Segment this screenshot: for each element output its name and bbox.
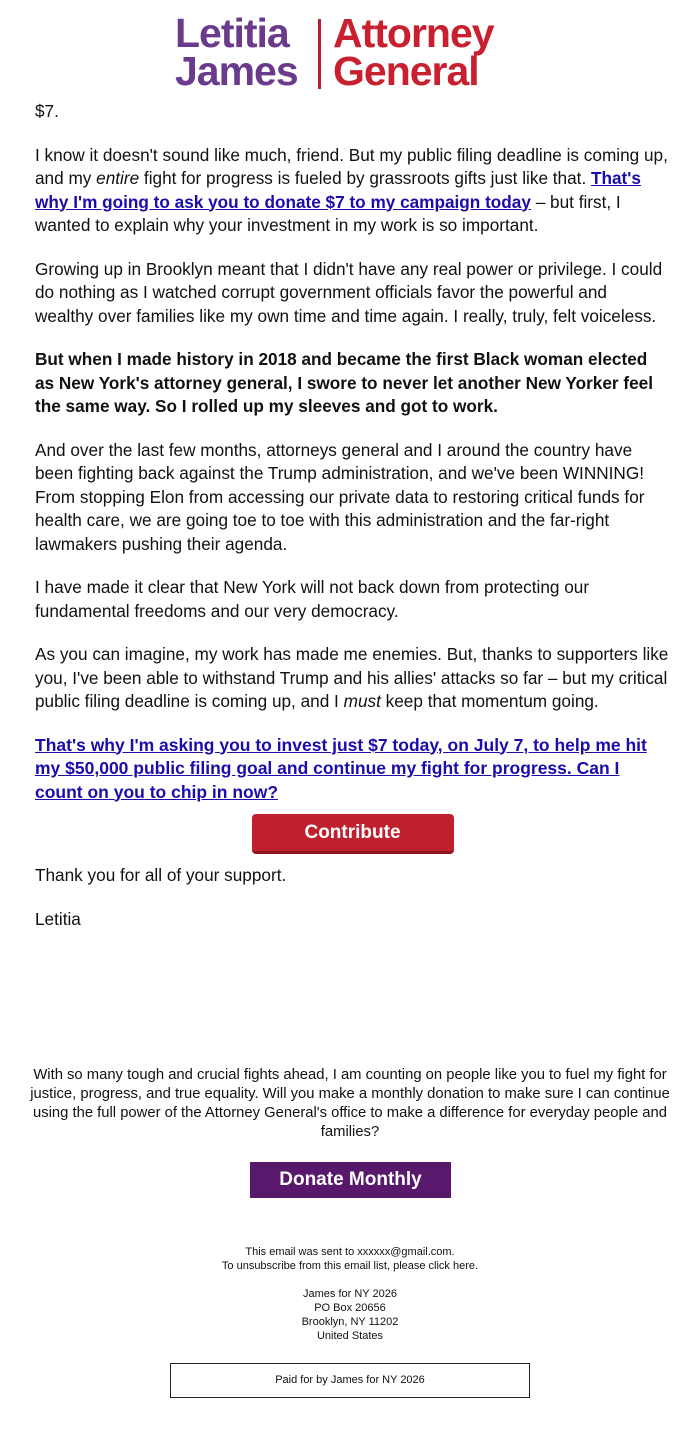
invest-7-link[interactable]: That's why I'm asking you to invest just $7 today, on July 7, to help me hit my $50,000 public filing goal and continue my fight for progress. Can I count on you to chip in now? (35, 734, 647, 802)
footer-city: Brooklyn, NY 11202 (301, 1316, 399, 1328)
paragraph-6 (35, 643, 670, 714)
logo-office (333, 10, 543, 94)
campaign-logo (175, 10, 535, 94)
p6-text-a: As you can imagine, my work has made me enemies. But, thanks to supporters like you, I've been able to withstand Trump and his allies' attacks so far – but my critical public filing deadline is coming up, and I (35, 644, 669, 711)
donate-7-link[interactable]: That's why I'm going to ask you to donate $7 to my campaign today (35, 168, 641, 212)
donate-monthly-button[interactable]: Donate Monthly (250, 1162, 451, 1198)
p6-emphasis: must (343, 691, 381, 711)
footer-org: James for NY 2026 (303, 1288, 397, 1300)
p6-text-b: keep that momentum going. (380, 691, 599, 711)
footer-country: United States (316, 1330, 384, 1342)
sent-to-line: This email was sent to xxxxxx@gmail.com. (245, 1246, 455, 1258)
p1-text-b: fight for progress is fueled by grassroots gifts just like that. (139, 168, 591, 188)
footer-spacer (0, 1273, 700, 1287)
paragraph-2: Growing up in Brooklyn meant that I didn't have any real power or privilege. I could do nothing as I watched corrupt government officials favor the powerful and wealthy over families like my own time and time again. I really, truly, felt voiceless. (35, 258, 663, 326)
email-footer (0, 1245, 700, 1343)
p1-text-c: – but first, I wanted to explain why your investment in my work is so important. (35, 191, 621, 235)
paragraph-4: And over the last few months, attorneys general and I around the country have been fighting back against the Trump administration, and we've been WINNING! From stopping Elon from accessing our private data to restoring critical funds for health care, we are going toe to toe with this administration and the far-right lawmakers pushing their agenda. (35, 439, 645, 554)
logo-title-line1: Attorney (333, 10, 494, 56)
logo-first-name: Letitia (175, 10, 289, 56)
logo-name (175, 10, 315, 94)
paragraph-7 (35, 734, 670, 805)
p1-text-a: I know it doesn't sound like much, friend. But my public filing deadline is coming up, and my (35, 144, 668, 188)
paid-for-disclaimer: Paid for by James for NY 2026 (170, 1363, 530, 1398)
unsubscribe-line[interactable]: To unsubscribe from this email list, please click here. (221, 1260, 479, 1272)
p1-emphasis: entire (96, 168, 140, 188)
signoff: Letitia (35, 908, 81, 929)
footer-po-box: PO Box 20656 (314, 1302, 386, 1314)
paragraph-3: But when I made history in 2018 and became the first Black woman elected as New York's attorney general, I swore to never let another New Yorker feel the same way. So I rolled up my sleeves and got to work. (35, 349, 653, 416)
logo-last-name: James (175, 48, 298, 94)
contribute-button[interactable]: Contribute (252, 814, 454, 854)
thanks-line: Thank you for all of your support. (35, 865, 287, 885)
contribute-wrapper (35, 814, 670, 854)
logo-title-line2: General (333, 48, 479, 94)
paragraph-5: I have made it clear that New York will not back down from protecting our fundamental freedoms and our very democracy. (35, 577, 590, 621)
paragraph-1 (35, 144, 670, 238)
opening-line: $7. (35, 101, 59, 121)
monthly-appeal-text: With so many tough and crucial fights ahead, I am counting on people like you to fuel my fight for justice, progress, and true equality. Will you make a monthly donation to make sure I can continue using the full power of the Attorney General's office to make a difference for everyday people and families? (30, 1067, 670, 1140)
email-body (35, 100, 670, 951)
logo-divider (318, 19, 321, 89)
